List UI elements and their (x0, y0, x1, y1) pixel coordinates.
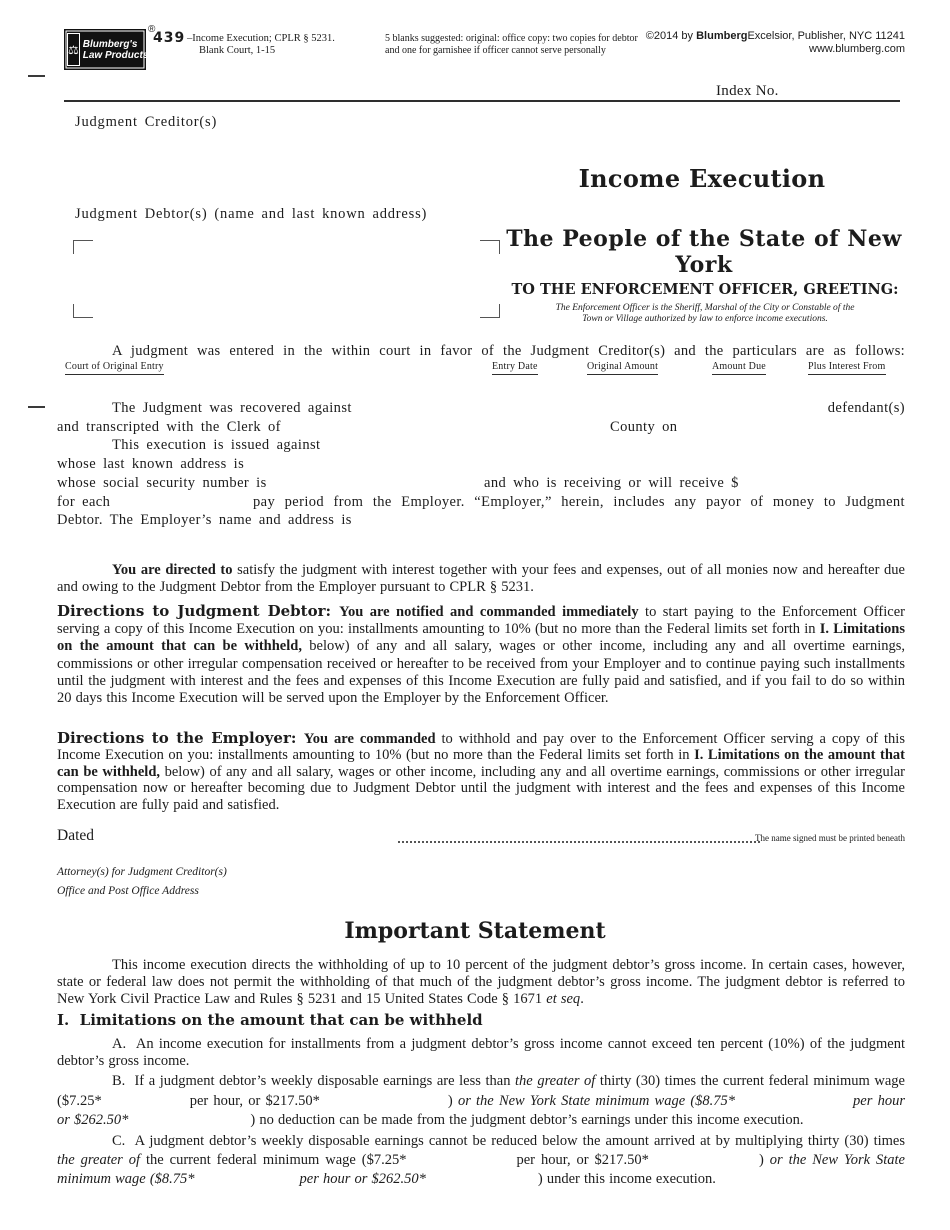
statement-period: . (580, 990, 584, 1007)
limitation-b-t1: thirty (30) times the current federal minimum wage ($7.25* (57, 1073, 905, 1109)
form-number: 439 (153, 30, 186, 46)
signature-dotted-line (398, 841, 760, 843)
limitation-c-italic1: the greater of (57, 1152, 141, 1168)
column-amount-due: Amount Due (712, 361, 766, 375)
margin-dash-mark (28, 75, 45, 77)
defendants-label: defendant(s) (827, 400, 905, 416)
limitation-b-italic3: per hour or $262.50* (57, 1092, 905, 1128)
limitation-a-paragraph (57, 1036, 905, 1070)
limitation-b-t2: per hour, or $217.50* (189, 1092, 320, 1109)
signature-note: The name signed must be printed beneath (755, 833, 905, 843)
for-each-label: for each (57, 494, 111, 510)
office-address-label: Office and Post Office Address (57, 885, 199, 897)
directions-to-judgment-debtor-paragraph (57, 603, 905, 707)
debtor-directions-bold-lead: You are notified and commanded immediately (339, 604, 646, 620)
copies-note-line2: and one for garnishee if officer cannot serve personally (385, 44, 606, 56)
copyright-block (646, 30, 905, 55)
limitation-b-lead: B. If a judgment debtor’s weekly disposable earnings are less than (112, 1073, 516, 1089)
index-no-label: Index No. (716, 83, 779, 99)
document-title: Income Execution (578, 164, 826, 193)
copyright-line: ©2014 by BlumbergExcelsior, Publisher, NYC 11241 (645, 30, 905, 42)
execution-issued-against-label: This execution is issued against (112, 437, 321, 453)
column-court-of-original-entry: Court of Original Entry (65, 361, 164, 375)
pay-period-label: pay period from the Employer. “Employer,” herein, includes any payor of money to Judgment (253, 494, 905, 510)
important-statement-paragraph (57, 957, 905, 1007)
people-of-new-york-title: The People of the State of New York (506, 226, 902, 278)
county-on-label: County on (610, 419, 678, 435)
logo-text (83, 39, 149, 61)
copies-note (385, 33, 638, 56)
debtor-directions-bold-ref: I. Limitations on the amount that can be withheld, (57, 621, 905, 655)
limitation-c-italic3: per hour or $262.50* (299, 1171, 426, 1187)
statement-etseq: et seq (546, 990, 581, 1007)
judgment-debtors-label: Judgment Debtor(s) (name and last known address) (75, 206, 428, 222)
header-rule (64, 100, 900, 102)
directed-to-satisfy-paragraph (57, 562, 905, 596)
receiving-amount-label: and who is receiving or will receive $ (484, 475, 739, 491)
enforcement-officer-greeting: TO THE ENFORCEMENT OFFICER, GREETING: (511, 281, 899, 298)
employer-directions-text1: to withhold and pay over to the Enforcement Officer serving a copy of this Income Execution on you: installments amounting to 10% (but no more than the Federal limits set forth in (57, 731, 905, 764)
address-window-corner-bottom-right (480, 304, 500, 318)
limitation-b-t4: ) no deduction can be made from the judgment debtor’s earnings under this income execution. (250, 1112, 804, 1128)
important-statement-heading: Important Statement (344, 918, 606, 944)
judgment-entered-intro: A judgment was entered in the within court in favor of the Judgment Creditor(s) and the particulars are as follows: (112, 343, 905, 359)
dated-label: Dated (57, 827, 95, 844)
employer-name-address-label: Debtor. The Employer’s name and address is (57, 512, 352, 528)
debtor-directions-text2: below) of any and all salary, wages or other income, including any and all overtime earnings, commissions or other irregular compensation received or hereafter to be received from your Employer and to continue paying such installments until the judgment with interest and the fees and expenses of this Income Execution are fully paid and satisfied, and if you fail to do so within 20 days this Income Execution will be served upon the Employer by the Enforcement Officer. (57, 638, 906, 707)
statement-text: This income execution directs the withholding of up to 10 percent of the judgment debtor’s gross income. In certain cases, however, state or federal law does not permit the withholding of that much of the judgment debtor’s gross income. The judgment debtor is referred to New York Civil Practice Law and Rules § 5231 and 15 United States Code § 1671 (57, 957, 905, 1007)
last-known-address-label: whose last known address is (57, 456, 245, 472)
social-security-label: whose social security number is (57, 475, 267, 491)
limitation-b-t3: ) (447, 1092, 458, 1109)
column-entry-date: Entry Date (492, 361, 538, 375)
judgment-creditors-label: Judgment Creditor(s) (75, 114, 218, 130)
limitation-a-text: A. An income execution for installments from a judgment debtor’s gross income cannot exceed ten percent (10%) of the judgment debtor’s gross income. (57, 1036, 905, 1069)
directed-text: satisfy the judgment with interest together with your fees and expenses, out of all monies now and hereafter due and owing to the Judgment Debtor from the Employer pursuant to CPLR § 5231. (57, 562, 905, 596)
enforcement-officer-note: The Enforcement Officer is the Sheriff, Marshal of the City or Constable of the Town or Village authorized by law to enforce income executions. (555, 303, 855, 324)
recovered-against-label: The Judgment was recovered against (112, 400, 352, 416)
debtor-directions-text1: to start paying to the Enforcement Officer serving a copy of this Income Execution on you: installments amounting to 10% (but no more than the Federal limits set forth in (57, 604, 905, 638)
employer-directions-bold-lead: You are commanded (303, 731, 442, 747)
registered-trademark-symbol: ® (148, 24, 156, 35)
address-window-corner-top-left (73, 240, 93, 254)
limitation-c-paragraph (57, 1132, 905, 1189)
logo-line1: Blumberg's (82, 38, 138, 50)
limitation-c-t1: the current federal minimum wage ($7.25* (140, 1152, 407, 1168)
debtor-directions-heading: Directions to Judgment Debtor: (57, 602, 340, 620)
transcripted-clerk-label: and transcripted with the Clerk of (57, 419, 281, 435)
directed-bold-lead: You are directed to (112, 562, 233, 578)
limitation-b-italic1: the greater of (515, 1073, 596, 1089)
limitation-c-italic2: or the New York State minimum wage ($8.75* (57, 1152, 905, 1187)
directions-to-employer-paragraph (57, 730, 905, 813)
blumbergs-logo (64, 29, 149, 70)
employer-directions-text2: below) of any and all salary, wages or other income, including any and all overtime earnings, commissions or other irregular compensation now or hereafter becoming due to Judgment Debtor until the judgment with interest and the fees and expenses of this Income Execution are fully paid and satisfied. (57, 763, 905, 813)
limitation-b-paragraph (57, 1072, 905, 1131)
employer-directions-bold-ref: I. Limitations on the amount that can be withheld, (57, 747, 905, 780)
lady-justice-icon: ⚖ (67, 33, 80, 66)
employer-directions-heading: Directions to the Employer: (57, 729, 304, 747)
attorneys-label: Attorney(s) for Judgment Creditor(s) (57, 866, 227, 878)
limitation-c-t4: ) under this income execution. (537, 1171, 716, 1187)
address-window-corner-bottom-left (73, 304, 93, 318)
column-plus-interest-from: Plus Interest From (808, 361, 886, 375)
publisher-website: www.blumberg.com (809, 42, 905, 55)
limitation-c-lead: C. A judgment debtor’s weekly disposable earnings cannot be reduced below the amount arrived at by multiplying thirty (30) times (112, 1133, 905, 1149)
copies-note-line1: 5 blanks suggested: original: office copy: two copies for debtor (385, 33, 638, 44)
limitation-c-t2: per hour, or $217.50* (516, 1152, 649, 1168)
limitation-b-italic2: or the New York State minimum wage ($8.75* (457, 1092, 736, 1109)
column-original-amount: Original Amount (587, 361, 658, 375)
address-window-corner-top-right (480, 240, 500, 254)
form-title: –Income Execution; CPLR § 5231. (187, 33, 335, 44)
margin-dash-mark (28, 406, 45, 408)
form-subtitle: Blank Court, 1-15 (199, 45, 276, 56)
logo-line2: Law Products (82, 49, 149, 61)
limitation-c-t3: ) (758, 1152, 770, 1168)
limitations-heading: I. Limitations on the amount that can be withheld (57, 1011, 483, 1029)
